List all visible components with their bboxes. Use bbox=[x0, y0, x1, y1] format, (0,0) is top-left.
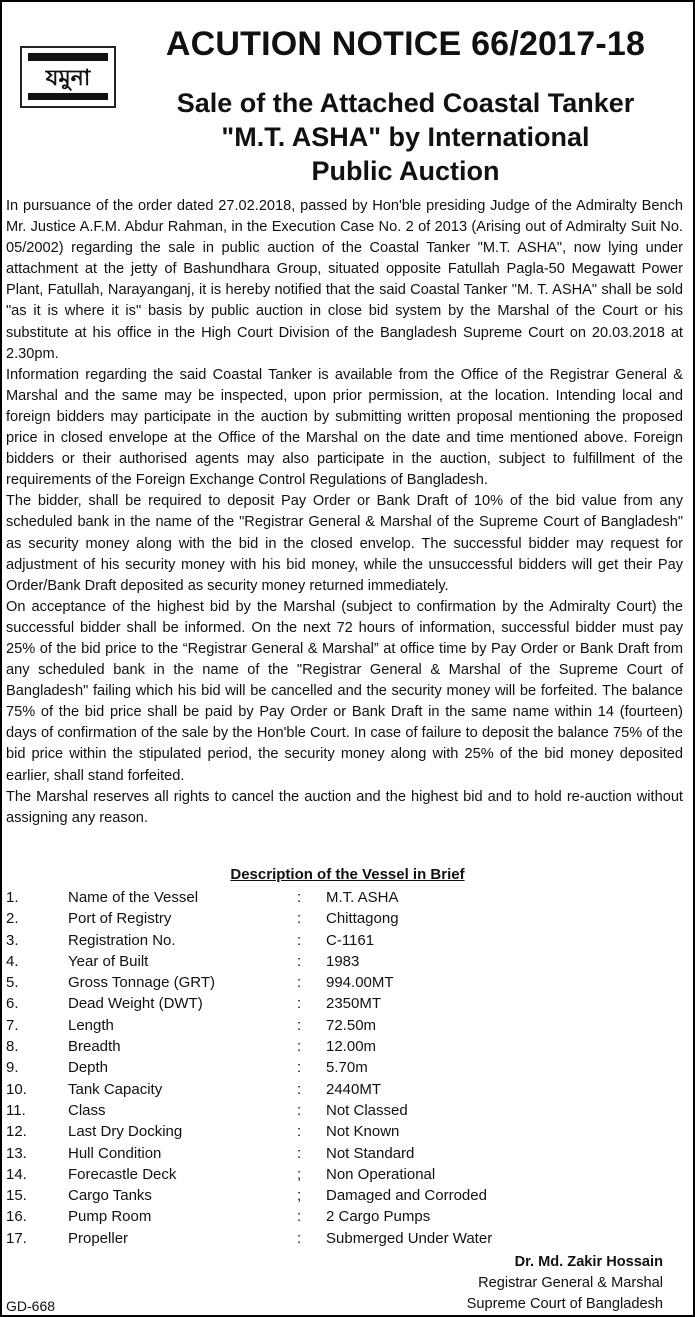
item-value: Chittagong bbox=[326, 910, 399, 928]
item-label: Registration No. bbox=[68, 931, 176, 949]
signature-block bbox=[467, 1252, 663, 1315]
item-number: 15. bbox=[6, 1187, 27, 1205]
item-label: Gross Tonnage (GRT) bbox=[68, 974, 216, 992]
item-label: Port of Registry bbox=[68, 910, 172, 928]
vessel-detail-row bbox=[6, 1185, 666, 1206]
item-number: 13. bbox=[6, 1144, 27, 1162]
item-label: Last Dry Docking bbox=[68, 1123, 183, 1141]
item-label: Length bbox=[68, 1016, 114, 1034]
vessel-detail-row bbox=[6, 930, 666, 951]
subtitle-line: "M.T. ASHA" by International bbox=[221, 122, 590, 152]
vessel-detail-row bbox=[6, 887, 666, 908]
item-label: Year of Built bbox=[68, 952, 149, 970]
vessel-description-list bbox=[6, 887, 666, 1249]
item-separator: : bbox=[297, 1144, 302, 1162]
item-separator: : bbox=[297, 1016, 302, 1034]
item-separator: ; bbox=[297, 1165, 302, 1183]
notice-subtitle bbox=[122, 86, 689, 188]
item-value: 2 Cargo Pumps bbox=[326, 1208, 431, 1226]
item-label: Hull Condition bbox=[68, 1144, 162, 1162]
item-number: 16. bbox=[6, 1208, 27, 1226]
item-number: 1. bbox=[6, 889, 19, 906]
vessel-detail-row bbox=[6, 1143, 666, 1164]
jamuna-logo bbox=[20, 46, 116, 108]
item-separator: : bbox=[297, 910, 302, 928]
vessel-detail-row bbox=[6, 1164, 666, 1185]
item-separator: : bbox=[297, 995, 302, 1013]
item-number: 6. bbox=[6, 995, 19, 1013]
item-value: C-1161 bbox=[326, 931, 375, 949]
item-number: 14. bbox=[6, 1165, 27, 1183]
item-value: 1983 bbox=[326, 952, 360, 970]
item-value: 72.50m bbox=[326, 1016, 377, 1034]
item-value: Not Standard bbox=[326, 1144, 415, 1162]
item-separator: : bbox=[297, 931, 302, 949]
item-value: 2440MT bbox=[326, 1080, 382, 1098]
vessel-description-title: Description of the Vessel in Brief bbox=[230, 866, 465, 883]
paragraph-acceptance: On acceptance of the highest bid by the Marshal (subject to confirmation by the Admiralty Court) the successful bidder shall be informed. On the next 72 hours of information, successful bidder must pay 25% of the bid price to the “Registrar General & Marshal” at office time by Pay Order or Bank Draft from any scheduled bank in the name of the "Registrar General & Marshal of the Supreme Court of Bangladesh" failing which his bid will be cancelled and the security money will be forfeited. The balance 75% of the bid price shall be paid by Pay Order or Bank Draft in the same name within 14 (fourteen) days of confirmation of the sale by the Hon'ble Court. In case of failure to deposit the balance 75% of the bid price within the stipulated period, the security money along with 25% of the bid money deposited earlier, shall stand forfeited. bbox=[6, 598, 683, 784]
paragraph-deposit: The bidder, shall be required to deposit Pay Order or Bank Draft of 10% of the bid value from any scheduled bank in the name of the "Registrar General & Marshal of the Supreme Court of Bangladesh" as security money along with the bid in the closed envelop. The successful bidder may request for adjustment of his security money with his bid money, while the unsuccessful bidders will get their Pay Order/Bank Draft deposited as security money returned immediately. bbox=[6, 493, 683, 594]
item-value: Submerged Under Water bbox=[326, 1229, 493, 1247]
item-separator: : bbox=[297, 1059, 302, 1077]
logo-wordmark: যমুনা bbox=[45, 66, 91, 91]
item-separator: : bbox=[297, 974, 302, 992]
item-separator: : bbox=[297, 1123, 302, 1141]
item-separator: : bbox=[297, 1101, 302, 1119]
paragraph-order: In pursuance of the order dated 27.02.2018, passed by Hon'ble presiding Judge of the Admiralty Bench Mr. Justice A.F.M. Abdur Rahman, in the Execution Case No. 2 of 2013 (Arising out of Admiralty Suit No. 05/2002) regarding the sale in public auction of the Coastal Tanker "M.T. ASHA", now lying under attachment at the jetty of Bashundhara Group, situated opposite Fatullah Pagla-50 Megawatt Power Plant, Fatullah, Narayanganj, it is hereby notified that the said Coastal Tanker "M. T. ASHA" shall be sold "as it is where it is" basis by public auction in close bid system by the Marshal of the Court or his substitute at his office in the High Court Division of the Bangladesh Supreme Court on 20.03.2018 at 2.30pm. bbox=[6, 198, 683, 362]
item-value: M.T. ASHA bbox=[326, 889, 399, 906]
item-separator: : bbox=[297, 889, 302, 906]
notice-code: GD-668 bbox=[6, 1298, 56, 1314]
item-value: Non Operational bbox=[326, 1165, 436, 1183]
item-number: 3. bbox=[6, 931, 19, 949]
item-label: Tank Capacity bbox=[68, 1080, 163, 1098]
item-separator: : bbox=[297, 1229, 302, 1247]
notice-title: ACUTION NOTICE 66/2017-18 bbox=[165, 25, 646, 63]
item-label: Dead Weight (DWT) bbox=[68, 995, 203, 1013]
item-separator: : bbox=[297, 1038, 302, 1056]
item-separator: : bbox=[297, 1208, 302, 1226]
vessel-detail-row bbox=[6, 1057, 666, 1078]
item-number: 7. bbox=[6, 1016, 19, 1034]
vessel-detail-row bbox=[6, 908, 666, 929]
item-separator: : bbox=[297, 952, 302, 970]
notice-body bbox=[6, 196, 683, 829]
vessel-detail-row bbox=[6, 1015, 666, 1036]
logo-top-bar bbox=[28, 53, 108, 61]
item-number: 11. bbox=[6, 1101, 26, 1119]
vessel-detail-row bbox=[6, 1228, 666, 1249]
item-separator: ; bbox=[297, 1187, 302, 1205]
item-label: Propeller bbox=[68, 1229, 129, 1247]
item-label: Pump Room bbox=[68, 1208, 152, 1226]
vessel-detail-row bbox=[6, 993, 666, 1014]
item-label: Depth bbox=[68, 1059, 109, 1077]
item-number: 12. bbox=[6, 1123, 27, 1141]
item-number: 17. bbox=[6, 1229, 27, 1247]
vessel-detail-row bbox=[6, 1206, 666, 1227]
item-label: Forecastle Deck bbox=[68, 1165, 177, 1183]
vessel-detail-row bbox=[6, 951, 666, 972]
paragraph-reservation: The Marshal reserves all rights to cancel the auction and the highest bid and to hold re-auction without assigning any reason. bbox=[6, 788, 683, 826]
item-label: Class bbox=[68, 1101, 106, 1119]
signatory-name: Dr. Md. Zakir Hossain bbox=[514, 1254, 663, 1270]
subtitle-line: Sale of the Attached Coastal Tanker bbox=[176, 88, 635, 118]
vessel-detail-row bbox=[6, 1100, 666, 1121]
item-number: 5. bbox=[6, 974, 19, 992]
vessel-detail-row bbox=[6, 1036, 666, 1057]
item-value: Not Known bbox=[326, 1123, 400, 1141]
item-value: 12.00m bbox=[326, 1038, 377, 1056]
item-number: 4. bbox=[6, 952, 19, 970]
vessel-detail-row bbox=[6, 1079, 666, 1100]
paragraph-information: Information regarding the said Coastal Tanker is available from the Office of the Registrar General & Marshal and the same may be inspected, upon prior permission, at the location. Intending local and foreign bidders may participate in the auction by submitting written proposal mentioning the proposed price in closed envelope at the Office of the Marshal on the date and time mentioned above. Foreign bidders or their authorised agents may also participate in the auction, subject to fulfillment of the requirements of the Foreign Exchange Control Regulations of Bangladesh. bbox=[6, 366, 683, 489]
vessel-detail-row bbox=[6, 1121, 666, 1142]
item-number: 2. bbox=[6, 910, 19, 928]
item-label: Breadth bbox=[68, 1038, 121, 1056]
signatory-designation: Registrar General & Marshal bbox=[478, 1275, 663, 1291]
item-value: 2350MT bbox=[326, 995, 382, 1013]
vessel-detail-row bbox=[6, 972, 666, 993]
item-value: Not Classed bbox=[326, 1101, 408, 1119]
logo-bottom-bar bbox=[28, 93, 108, 100]
item-value: 994.00MT bbox=[326, 974, 394, 992]
subtitle-line: Public Auction bbox=[311, 156, 500, 186]
item-number: 10. bbox=[6, 1080, 27, 1098]
item-separator: : bbox=[297, 1080, 302, 1098]
signatory-office: Supreme Court of Bangladesh bbox=[466, 1296, 663, 1312]
item-value: 5.70m bbox=[326, 1059, 368, 1077]
item-number: 9. bbox=[6, 1059, 19, 1077]
item-label: Cargo Tanks bbox=[68, 1187, 152, 1205]
item-value: Damaged and Corroded bbox=[326, 1187, 487, 1205]
item-label: Name of the Vessel bbox=[68, 889, 199, 906]
item-number: 8. bbox=[6, 1038, 19, 1056]
